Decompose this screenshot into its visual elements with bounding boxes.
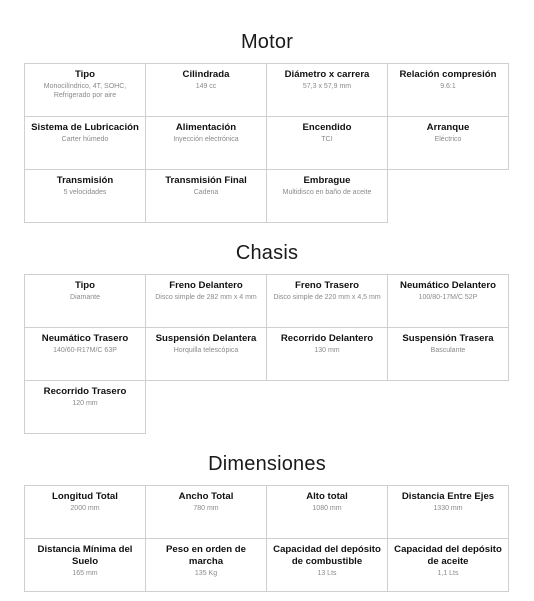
spec-label: Sistema de Lubricación <box>31 122 139 133</box>
spec-label: Cilindrada <box>182 69 230 80</box>
spec-label: Neumático Trasero <box>41 333 129 344</box>
section-title-dimensiones: Dimensiones <box>208 453 326 475</box>
spec-cell <box>24 63 146 117</box>
spec-value: Multidisco en baño de aceite <box>282 189 372 196</box>
spec-cell <box>145 538 267 592</box>
spec-table-motor <box>24 63 508 222</box>
spec-value: Monocilíndrico, 4T, SOHC, Refrigerado por aire <box>43 83 127 99</box>
spec-label: Suspensión Delantera <box>155 333 257 344</box>
spec-label: Relación compresión <box>399 69 497 80</box>
spec-label: Peso en orden de marcha <box>166 544 246 567</box>
spec-cell <box>387 485 509 539</box>
spec-label: Recorrido Delantero <box>280 333 374 344</box>
spec-cell <box>24 274 146 328</box>
spec-value: 1,1 Lts <box>437 570 459 577</box>
section-title-chasis: Chasis <box>235 242 299 264</box>
spec-cell <box>266 327 388 381</box>
spec-cell <box>266 169 388 223</box>
spec-value: 1330 mm <box>433 505 463 512</box>
spec-value: 13 Lts <box>317 570 337 577</box>
spec-value: TCI <box>321 136 333 143</box>
spec-cell <box>266 485 388 539</box>
spec-value: Horquilla telescópica <box>173 347 239 354</box>
spec-value: 140/60-R17M/C 63P <box>53 347 117 354</box>
spec-label: Longitud Total <box>52 491 118 502</box>
spec-cell <box>145 63 267 117</box>
spec-label: Embrague <box>303 175 351 186</box>
spec-value: 780 mm <box>193 505 219 512</box>
spec-label: Ancho Total <box>178 491 234 502</box>
spec-value: 120 mm <box>72 400 98 407</box>
spec-cell <box>24 485 146 539</box>
spec-value: Carter húmedo <box>61 136 109 143</box>
spec-table-dimensiones <box>24 485 508 591</box>
spec-table-chasis <box>24 274 508 433</box>
spec-value: 57,3 x 57,9 mm <box>302 83 352 90</box>
spec-value: 9.6:1 <box>440 83 456 90</box>
spec-value: 100/80-17M/C 52P <box>418 294 478 301</box>
spec-cell <box>24 538 146 592</box>
spec-label: Capacidad del depósito de combustible <box>273 544 381 567</box>
spec-cell <box>387 538 509 592</box>
spec-label: Tipo <box>74 280 96 291</box>
spec-value: 2000 mm <box>70 505 100 512</box>
spec-label: Freno Trasero <box>295 280 359 291</box>
spec-label: Alto total <box>306 491 348 502</box>
spec-value: 149 cc <box>195 83 217 90</box>
spec-value: Disco simple de 282 mm x 4 mm <box>155 294 257 301</box>
spec-label: Capacidad del depósito de aceite <box>394 544 502 567</box>
spec-value: Basculante <box>430 347 466 354</box>
spec-label: Neumático Delantero <box>400 280 496 291</box>
spec-label: Diámetro x carrera <box>284 69 370 80</box>
spec-cell <box>145 485 267 539</box>
spec-value: 165 mm <box>72 570 98 577</box>
section-title-motor: Motor <box>240 31 294 53</box>
spec-cell <box>24 380 146 434</box>
spec-value: 130 mm <box>314 347 340 354</box>
spec-cell <box>387 327 509 381</box>
spec-cell <box>145 274 267 328</box>
spec-cell <box>266 63 388 117</box>
spec-label: Suspensión Trasera <box>402 333 494 344</box>
spec-cell <box>24 116 146 170</box>
spec-value: Cadena <box>193 189 219 196</box>
spec-label: Tipo <box>74 69 96 80</box>
spec-label: Encendido <box>302 122 352 133</box>
spec-label: Transmisión <box>56 175 114 186</box>
spec-value: Diamante <box>70 294 100 301</box>
spec-value: 5 velocidades <box>63 189 107 196</box>
spec-label: Alimentación <box>175 122 237 133</box>
spec-value: Eléctrico <box>434 136 462 143</box>
spec-cell <box>145 327 267 381</box>
spec-cell <box>145 169 267 223</box>
spec-cell <box>266 116 388 170</box>
spec-cell <box>387 116 509 170</box>
spec-cell <box>266 538 388 592</box>
spec-cell <box>145 116 267 170</box>
spec-label: Transmisión Final <box>165 175 247 186</box>
spec-cell <box>266 274 388 328</box>
spec-label: Distancia Mínima del Suelo <box>37 544 133 567</box>
spec-value: Inyección electrónica <box>173 136 239 143</box>
spec-label: Recorrido Trasero <box>43 386 127 397</box>
spec-cell <box>24 327 146 381</box>
spec-cell <box>387 274 509 328</box>
spec-value: Disco simple de 220 mm x 4,5 mm <box>273 294 381 301</box>
spec-label: Arranque <box>426 122 470 133</box>
spec-label: Distancia Entre Ejes <box>401 491 495 502</box>
spec-value: 1080 mm <box>312 505 342 512</box>
spec-label: Freno Delantero <box>169 280 243 291</box>
spec-cell <box>387 63 509 117</box>
spec-cell <box>24 169 146 223</box>
spec-value: 135 Kg <box>194 570 218 577</box>
